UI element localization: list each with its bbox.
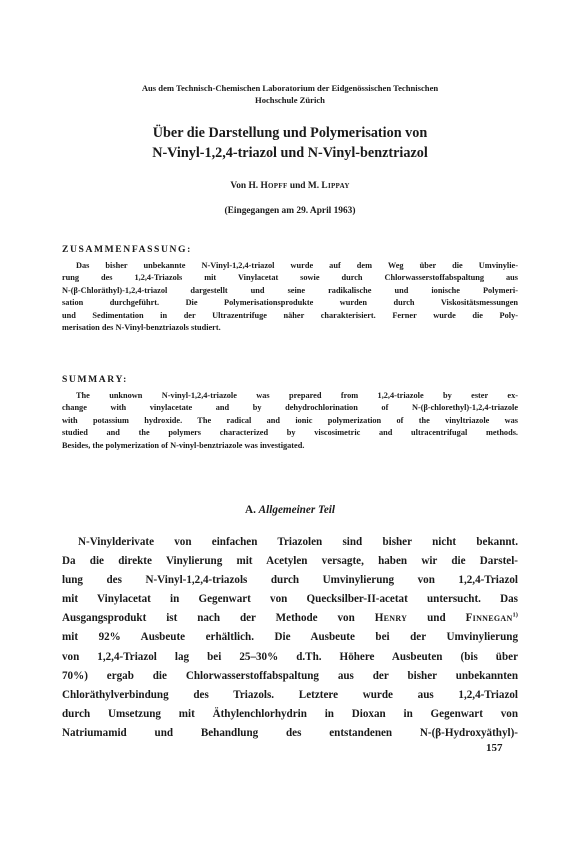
affiliation <box>60 82 520 106</box>
section-heading <box>40 503 540 517</box>
zusammenfassung-line: rung des 1,2,4-Triazols mit Vinylacetat sowie durch Chlorwasserstoffabspaltung aus <box>62 273 518 283</box>
section-title: Allgemeiner Teil <box>258 504 336 516</box>
cited-author-finnegan: Finnegan <box>465 612 513 625</box>
zusammenfassung-line: sation durchgeführt. Die Polymerisationsprodukte wurden durch Viskositätsmessungen <box>62 298 518 308</box>
summary-line: change with vinylacetate and by dehydrochlorination of N-(β-chlorethyl)-1,2,4-triazole <box>62 403 518 413</box>
title-line-1: Über die Darstellung und Polymerisation von <box>152 125 428 141</box>
zusammenfassung-line: Das bisher unbekannte N-Vinyl-1,2,4-triazol wurde auf dem Weg über die Umvinylie- <box>76 261 518 270</box>
summary-text <box>62 390 518 452</box>
body-line: Chloräthylverbindung des Triazols. Letztere wurde aus 1,2,4-Triazol <box>62 688 518 701</box>
body-line-with-citation <box>62 609 518 628</box>
page-number: 157 <box>486 742 503 754</box>
cited-author-henry: Henry <box>374 612 408 625</box>
affiliation-line-2: Hochschule Zürich <box>255 95 325 105</box>
author-name-1: Hopff <box>260 181 288 191</box>
received-date: (Eingegangen am 29. April 1963) <box>224 206 356 216</box>
body-line: mit 92% Ausbeute erhältlich. Die Ausbeute bei der Umvinylierung <box>62 631 518 644</box>
section-number: A. <box>244 504 256 516</box>
body-line: von 1,2,4-Triazol lag bei 25–30% d.Th. Höhere Ausbeuten (bis über <box>62 650 518 663</box>
body-line: N-Vinylderivate von einfachen Triazolen sind bisher nicht bekannt. <box>78 536 518 548</box>
body-line: Da die direkte Vinylierung mit Acetylen versagte, haben wir die Darstel- <box>62 555 518 568</box>
summary-line: Besides, the polymerization of N-vinyl-benztriazole was investigated. <box>62 440 305 450</box>
article-title <box>40 123 540 163</box>
body-line-text: Ausgangsprodukt ist nach der Methode von <box>62 612 355 625</box>
body-line: lung des N-Vinyl-1,2,4-triazols durch Umvinylierung von 1,2,4-Triazol <box>62 574 518 587</box>
authors-joiner: und M. <box>289 181 320 191</box>
summary-line: with potassium hydroxide. The radical and ionic polymerization of the vinyltriazole was <box>62 415 518 425</box>
zusammenfassung-heading: ZUSAMMENFASSUNG: <box>62 244 192 255</box>
summary-heading: SUMMARY: <box>62 374 128 385</box>
zusammenfassung-line: und Sedimentation in der Ultrazentrifuge näher charakterisiert. Ferner wurde die Poly- <box>62 310 518 320</box>
zusammenfassung-line: merisation des N-Vinyl-benztriazols studiert. <box>62 322 221 332</box>
body-line: mit Vinylacetat in Gegenwart von Quecksilber-II-acetat untersucht. Das <box>62 593 518 606</box>
zusammenfassung-text <box>62 260 518 334</box>
body-line: durch Umsetzung mit Äthylenchlorhydrin in Dioxan in Gegenwart von <box>62 707 518 720</box>
body-paragraph <box>62 533 518 743</box>
author-line <box>40 180 540 192</box>
authors-prefix: Von H. <box>230 181 259 191</box>
body-line: 70%) ergab die Chlorwasserstoffabspaltung aus der bisher unbekannten <box>62 669 518 682</box>
title-line-2: N-Vinyl-1,2,4-triazol und N-Vinyl-benztriazol <box>152 145 428 161</box>
citation-joiner: und <box>427 612 446 625</box>
zusammenfassung-line: N-(β-Chloräthyl)-1,2,4-triazol dargestellt und seine radikalische und ionische Polymeri- <box>62 285 518 295</box>
affiliation-line-1: Aus dem Technisch-Chemischen Laboratorium der Eidgenössischen Technischen <box>141 83 439 93</box>
author-name-2: Lippay <box>321 181 350 191</box>
footnote-reference: 1) <box>512 611 518 619</box>
summary-line: studied and the polymers characterized by viscosimetric and ultracentrifugal methods. <box>62 428 518 438</box>
body-line: Natriumamid und Behandlung des entstandenen N-(β-Hydroxyäthyl)- <box>62 726 518 739</box>
summary-line: The unknown N-vinyl-1,2,4-triazole was prepared from 1,2,4-triazole by ester ex- <box>76 391 518 400</box>
